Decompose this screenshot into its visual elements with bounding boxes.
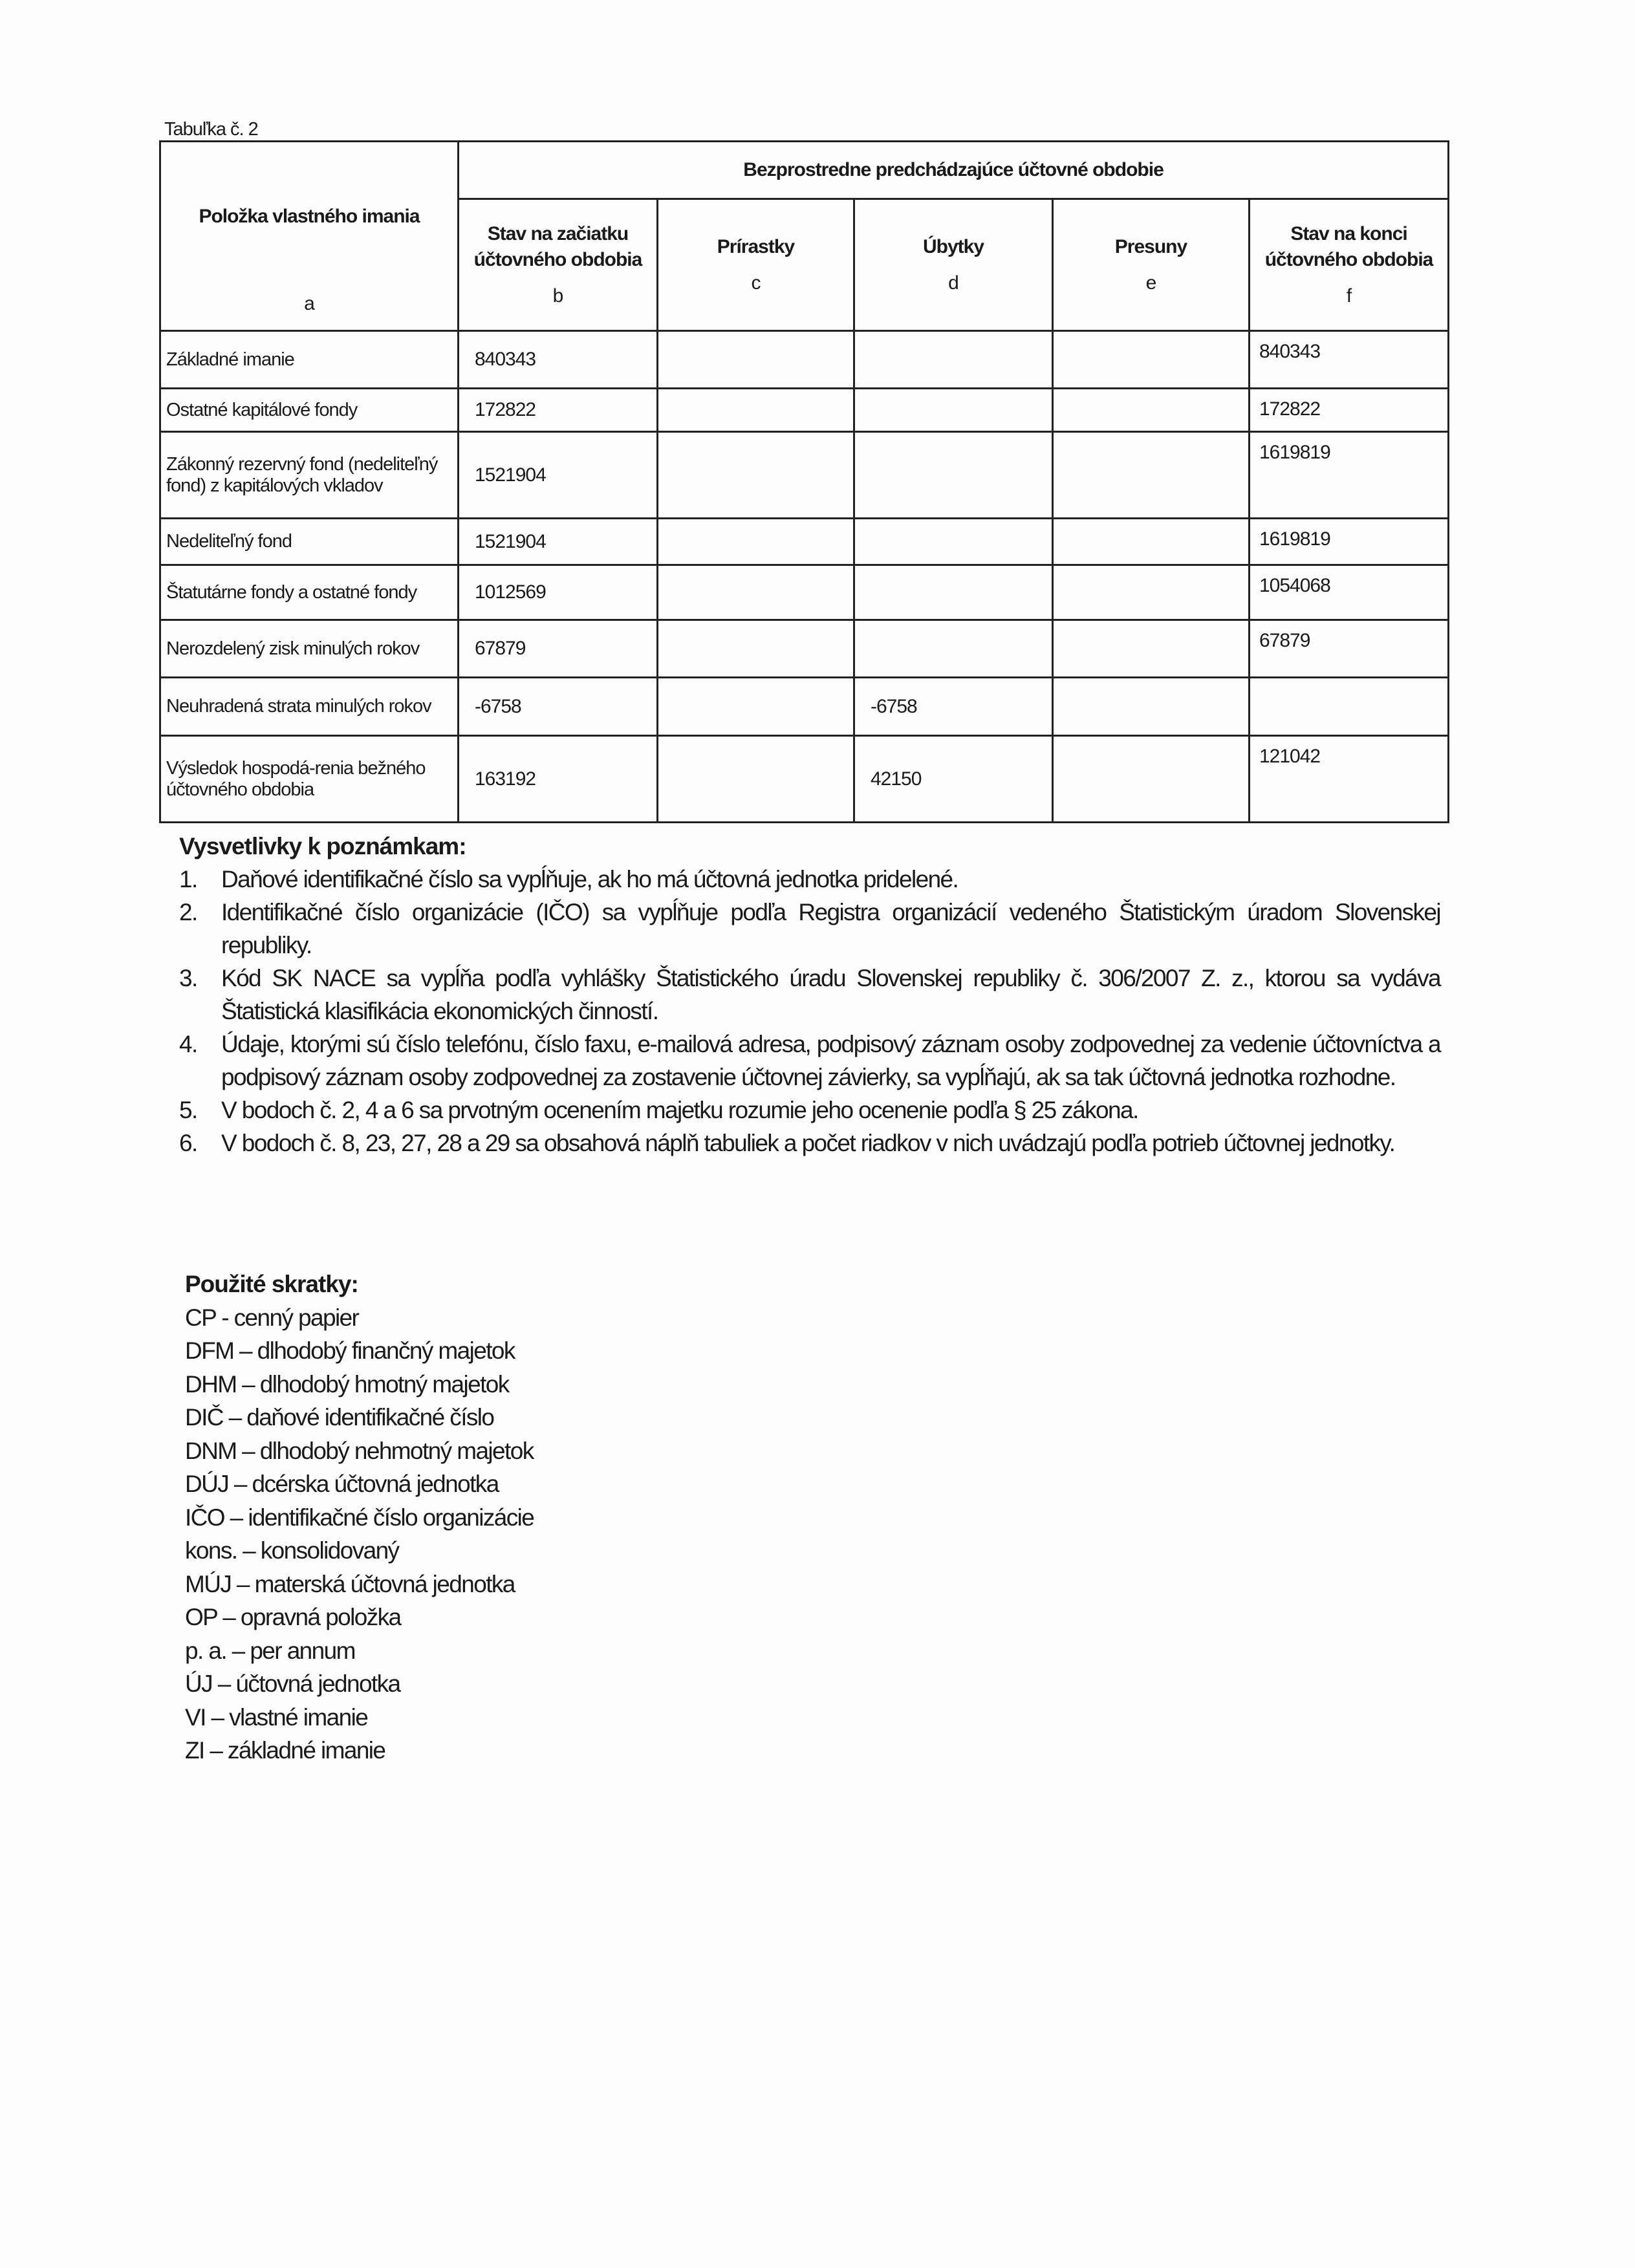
cell-d <box>854 519 1053 565</box>
column-letter: e <box>1145 272 1156 294</box>
notes-title: Vysvetlivky k poznámkam: <box>179 833 466 859</box>
abbreviation-item: p. a. – per annum <box>185 1637 355 1664</box>
column-label: Presuny <box>1114 235 1187 257</box>
abbreviation-item: VI – vlastné imanie <box>185 1703 368 1731</box>
cell-c <box>658 331 854 389</box>
cell-c <box>658 736 854 823</box>
cell-b: -6758 <box>459 678 658 736</box>
note-text: Údaje, ktorými sú číslo telefónu, číslo faxu, e-mailová adresa, podpisový záznam osoby zodpovednej za vedenie účtovníctva a podpisový záznam osoby zodpovednej za zostavenie účtovnej závierky, sa vypĺňajú, ak sa tak účtovná jednotka rozhodne. <box>221 1031 1440 1090</box>
abbreviation-item: DHM – dlhodobý hmotný majetok <box>185 1370 509 1398</box>
note-number: 5. <box>179 1097 197 1123</box>
cell-f: 121042 <box>1250 736 1449 823</box>
cell-f: 1619819 <box>1250 432 1449 519</box>
cell-d <box>854 620 1053 678</box>
abbreviation-item: ÚJ – účtovná jednotka <box>185 1670 400 1697</box>
group-header: Bezprostredne predchádzajúce účtovné obdobie <box>459 142 1449 199</box>
note-text: Daňové identifikačné číslo sa vypĺňuje, ak ho má účtovná jednotka pridelené. <box>221 866 958 892</box>
cell-b: 840343 <box>459 331 658 389</box>
abbreviation-item: OP – opravná položka <box>185 1604 401 1630</box>
note-item <box>179 863 1440 896</box>
column-header-a <box>160 142 459 331</box>
table-row <box>160 620 1449 678</box>
abbreviations-title: Použité skratky: <box>185 1271 358 1297</box>
cell-b: 1012569 <box>459 565 658 620</box>
abbreviation-item: ZI – základné imanie <box>185 1737 385 1764</box>
note-item <box>179 1094 1440 1127</box>
table-row <box>160 519 1449 565</box>
cell-c <box>658 519 854 565</box>
notes-section <box>179 830 1440 1160</box>
abbreviation-item: MÚJ – materská účtovná jednotka <box>185 1570 515 1597</box>
cell-e <box>1053 331 1250 389</box>
cell-f: 172822 <box>1250 389 1449 432</box>
cell-c <box>658 678 854 736</box>
table-row <box>160 432 1449 519</box>
column-header-c <box>658 199 854 331</box>
note-number: 3. <box>179 965 197 991</box>
row-item-label: Štatutárne fondy a ostatné fondy <box>160 565 459 620</box>
note-item <box>179 1028 1440 1094</box>
note-number: 4. <box>179 1031 197 1057</box>
note-item <box>179 962 1440 1028</box>
cell-e <box>1053 678 1250 736</box>
cell-f: 67879 <box>1250 620 1449 678</box>
column-header-e <box>1053 199 1250 331</box>
abbreviation-item: DIČ – daňové identifikačné číslo <box>185 1404 494 1431</box>
column-letter: b <box>552 285 563 307</box>
cell-c <box>658 389 854 432</box>
cell-b: 163192 <box>459 736 658 823</box>
note-number: 2. <box>179 899 197 925</box>
abbreviation-item: CP - cenný papier <box>185 1304 359 1331</box>
column-header-f <box>1250 199 1449 331</box>
cell-c <box>658 620 854 678</box>
cell-d <box>854 331 1053 389</box>
cell-e <box>1053 519 1250 565</box>
cell-d <box>854 432 1053 519</box>
cell-c <box>658 565 854 620</box>
cell-b: 1521904 <box>459 432 658 519</box>
note-number: 6. <box>179 1130 197 1156</box>
cell-e <box>1053 432 1250 519</box>
abbreviation-item: kons. – konsolidovaný <box>185 1537 399 1564</box>
abbreviation-item: DNM – dlhodobý nehmotný majetok <box>185 1437 534 1464</box>
abbreviation-item: IČO – identifikačné číslo organizácie <box>185 1504 534 1531</box>
column-label: Úbytky <box>922 235 984 257</box>
cell-e <box>1053 565 1250 620</box>
cell-f: 1054068 <box>1250 565 1449 620</box>
column-letter: d <box>948 272 958 294</box>
row-item-label: Ostatné kapitálové fondy <box>160 389 459 432</box>
cell-e <box>1053 736 1250 823</box>
table-row <box>160 565 1449 620</box>
cell-d: 42150 <box>854 736 1053 823</box>
note-text: V bodoch č. 8, 23, 27, 28 a 29 sa obsahová náplň tabuliek a počet riadkov v nich uvádzajú podľa potrieb účtovnej jednotky. <box>221 1130 1395 1156</box>
row-item-label: Nerozdelený zisk minulých rokov <box>160 620 459 678</box>
cell-f <box>1250 678 1449 736</box>
row-item-label: Nedeliteľný fond <box>160 519 459 565</box>
column-letter: c <box>751 272 761 294</box>
column-header-b <box>459 199 658 331</box>
equity-table <box>159 140 1449 823</box>
column-label: Stav na konci účtovného obdobia <box>1264 222 1433 270</box>
cell-e <box>1053 620 1250 678</box>
cell-b: 67879 <box>459 620 658 678</box>
cell-b: 172822 <box>459 389 658 432</box>
abbreviation-item: DÚJ – dcérska účtovná jednotka <box>185 1471 499 1497</box>
note-text: Identifikačné číslo organizácie (IČO) sa vypĺňuje podľa Registra organizácií vedeného Štatistickým úradom Slovenskej republiky. <box>221 899 1440 958</box>
column-label: Prírastky <box>717 235 795 257</box>
note-item <box>179 896 1440 962</box>
table-row <box>160 736 1449 823</box>
table-caption: Tabuľka č. 2 <box>164 119 258 140</box>
cell-d <box>854 565 1053 620</box>
column-label: Položka vlastného imania <box>199 206 420 227</box>
cell-d: -6758 <box>854 678 1053 736</box>
cell-e <box>1053 389 1250 432</box>
note-item <box>179 1127 1440 1160</box>
cell-d <box>854 389 1053 432</box>
row-item-label: Neuhradená strata minulých rokov <box>160 678 459 736</box>
column-letter: f <box>1346 285 1352 307</box>
column-letter: a <box>304 293 314 314</box>
column-header-d <box>854 199 1053 331</box>
row-item-label: Zákonný rezervný fond (nedeliteľný fond) z kapitálových vkladov <box>160 432 459 519</box>
row-item-label: Základné imanie <box>160 331 459 389</box>
table-row <box>160 678 1449 736</box>
abbreviations-section <box>185 1268 534 1767</box>
cell-c <box>658 432 854 519</box>
note-number: 1. <box>179 866 197 892</box>
note-text: V bodoch č. 2, 4 a 6 sa prvotným ocenením majetku rozumie jeho ocenenie podľa § 25 zákona. <box>221 1097 1138 1123</box>
table-row <box>160 389 1449 432</box>
abbreviation-item: DFM – dlhodobý finančný majetok <box>185 1337 515 1364</box>
cell-f: 840343 <box>1250 331 1449 389</box>
table-row <box>160 331 1449 389</box>
note-text: Kód SK NACE sa vypĺňa podľa vyhlášky Štatistického úradu Slovenskej republiky č. 306/2007 Z. z., ktorou sa vydáva Štatistická klasifikácia ekonomických činností. <box>221 965 1440 1024</box>
row-item-label: Výsledok hospodá-renia bežného účtovného obdobia <box>160 736 459 823</box>
cell-f: 1619819 <box>1250 519 1449 565</box>
column-label: Stav na začiatku účtovného obdobia <box>473 222 642 270</box>
cell-b: 1521904 <box>459 519 658 565</box>
